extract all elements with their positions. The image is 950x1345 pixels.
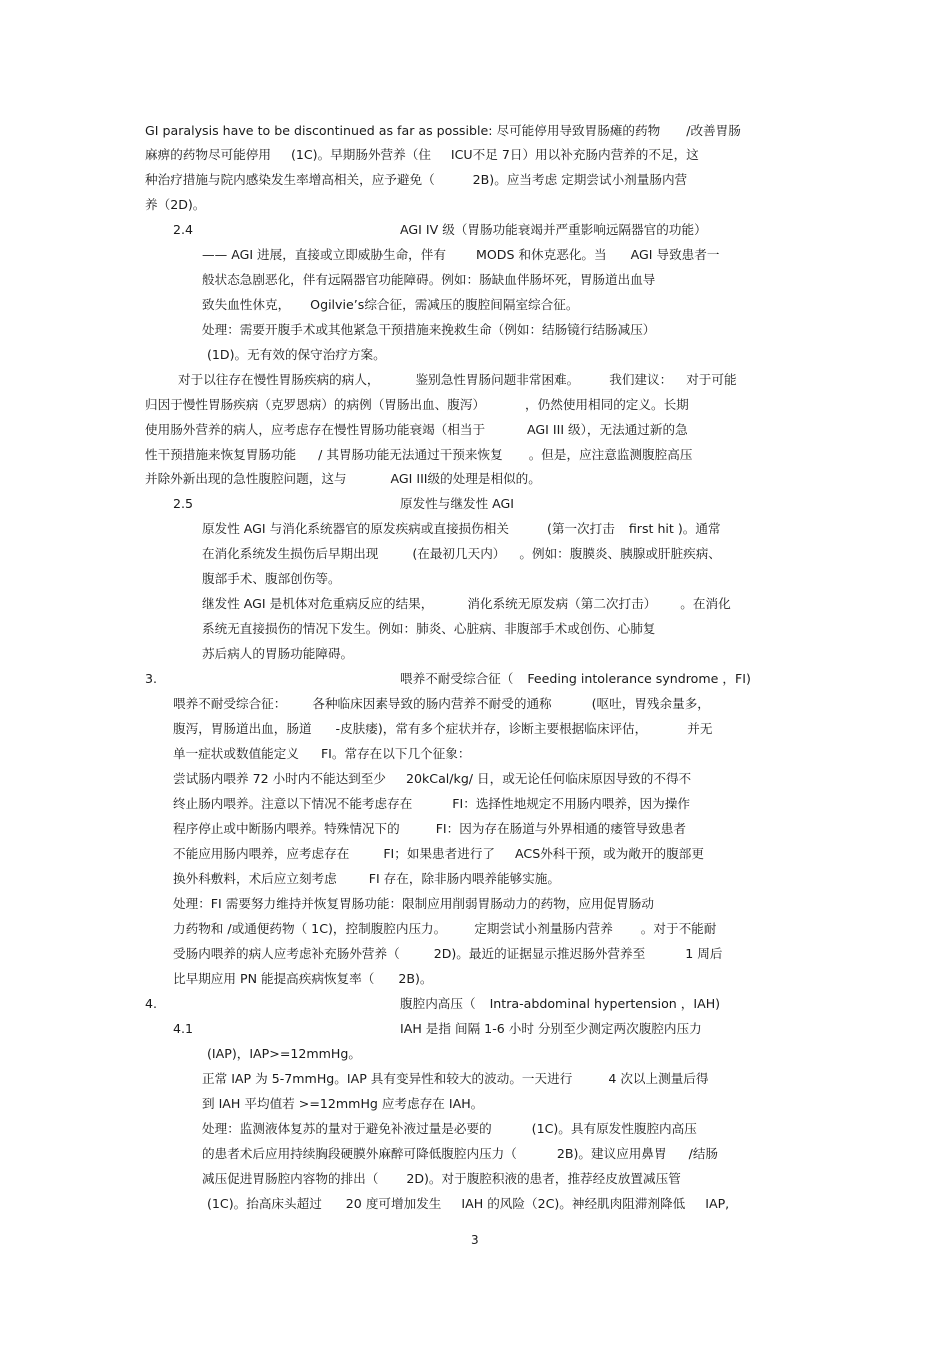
section-heading: 原发性与继发性 AGI [400,496,515,511]
text-line: (IAP)，IAP>=12mmHg。 [207,1046,361,1061]
text-line: 处理：需要开腹手术或其他紧急干预措施来挽救生命（例如：结肠镜行结肠减压） [202,322,656,337]
text-line: 般状态急剧恶化，伴有远隔器官功能障碍。例如：肠缺血伴肠坏死，胃肠道出血导 [202,272,656,287]
text-run: 喂养不耐受综合征： [173,696,287,711]
text-run: 对于以往存在慢性胃肠疾病的病人， [178,372,380,387]
text-line [173,817,686,841]
text-run: IAH 的风险（2C)。神经肌肉阻滞剂降低 [461,1196,686,1211]
text-run: 程序停止或中断肠内喂养。特殊情况下的 [173,821,400,836]
section-heading: IAH 是指 间隔 1-6 小时 分别至少测定两次腹腔内压力 [400,1021,702,1036]
text-line [173,792,690,816]
text-run: 换外科敷料，术后应立刻考虑 [173,871,337,886]
text-run: 种治疗措施与院内感染发生率增高相关，应予避免（ [145,172,435,187]
text-run: / 其胃肠功能无法通过干预来恢复 [318,447,503,462]
text-run: AGI III级的处理是相似的。 [390,471,541,486]
text-run: 。但是，应注意监测腹腔高压 [528,447,693,462]
text-run: 正常 IAP 为 5-7mmHg。IAP 具有变异性和较大的波动。一天进行 [202,1071,573,1086]
text-run: ，仍然使用相同的定义。长期 [525,397,689,412]
text-run: 。对于不能耐 [640,921,717,936]
text-run: —— AGI 进展，直接或立即威胁生命，伴有 [202,247,446,262]
text-run: 各种临床因素导致的肠内营养不耐受的通称 [312,696,552,711]
text-line: 系统无直接损伤的情况下发生。例如：肺炎、心脏病、非腹部手术或创伤、心肺复 [202,621,656,636]
text-run: /结肠 [688,1146,719,1161]
section-heading: AGI IV 级（胃肠功能衰竭并严重影响远隔器官的功能） [400,222,707,237]
text-run: (第一次打击 [546,521,615,536]
text-run: 2B)。建议应用鼻胃 [556,1146,667,1161]
text-run: Feeding intolerance syndrome ，FI) [527,671,751,686]
text-run: 性干预措施来恢复胃肠功能 [145,447,297,462]
text-line: 苏后病人的胃肠功能障碍。 [202,646,354,661]
text-line [207,1192,729,1216]
text-run: /改善胃肠 [686,123,741,138]
text-run: 并除外新出现的急性腹腔问题，这与 [145,471,347,486]
section-number: 2.5 [173,496,194,511]
section-number: 4.1 [173,1021,194,1036]
text-run: -皮肤瘘)，常有多个症状并存，诊断主要根据临床评估， [335,721,648,736]
text-run: IAP, [705,1196,730,1211]
text-line [145,168,687,192]
text-run: 。在消化 [680,596,731,611]
text-run: (在最初几天内） [412,546,506,561]
text-run: 并无 [687,721,713,736]
text-line [202,1142,718,1166]
text-line [202,1067,709,1091]
section-number: 3. [145,671,158,686]
text-run: 2B)。应当考虑 定期尝试小剂量肠内营 [472,172,688,187]
text-line [173,842,704,866]
text-run: 处理：监测液体复苏的量对于避免补液过量是必要的 [202,1121,492,1136]
text-line [173,717,712,741]
text-line [202,542,721,566]
text-run: 2D)。对于腹腔积液的患者，推荐经皮放置减压管 [406,1171,681,1186]
text-line [173,942,722,966]
text-run: 减压促进胃肠腔内容物的排出（ [202,1171,379,1186]
text-run: GI paralysis have to be discontinued as far as possible [145,123,489,138]
text-line [173,742,470,766]
text-run: 比早期应用 PN 能提高疾病恢复率（ [173,971,375,986]
text-run: 终止肠内喂养。注意以下情况不能考虑存在 [173,796,413,811]
text-line [202,243,719,267]
section-number: 4. [145,996,158,1011]
text-line [178,368,737,392]
text-line [202,1117,697,1141]
text-run: ICU不足 7日）用以补充肠内营养的不足，这 [450,147,699,162]
text-line [202,517,721,541]
text-run: (1C)。早期肠外营养（住 [290,147,431,162]
text-run: 原发性 AGI 与消化系统器官的原发疾病或直接损伤相关 [202,521,509,536]
text-run: first hit )。通常 [628,521,721,536]
text-run: ACS外科干预，或为敞开的腹部更 [515,846,704,861]
text-line [173,867,560,891]
text-run: FI。常存在以下几个征象： [320,746,471,761]
text-run: 1 周后 [685,946,723,961]
text-line [145,393,689,417]
text-run: MODS 和休克恶化。当 [475,247,607,262]
text-run: 的患者术后应用持续胸段硬膜外麻醉可降低腹腔内压力（ [202,1146,517,1161]
text-run: 不能应用肠内喂养，应考虑存在 [173,846,350,861]
text-line: 处理：FI 需要努力维持并恢复胃肠功能：限制应用削弱胃肠动力的药物，应用促胃肠动 [173,896,654,911]
section-heading [400,667,751,691]
text-run: 喂养不耐受综合征（ [400,671,514,686]
text-run: 2D)。最近的证据显示推迟肠外营养至 [433,946,646,961]
text-line [145,443,692,467]
text-run: 对于可能 [686,372,737,387]
section-number: 2.4 [173,222,194,237]
text-run: 腹腔内高压（ [400,996,476,1011]
text-run: (1C)。具有原发性腹腔内高压 [531,1121,697,1136]
text-line [202,293,578,317]
text-run: 归因于慢性胃肠疾病（克罗恩病）的病例（胃肠出血、腹泻） [145,397,486,412]
text-run: FI：选择性地规定不用肠内喂养，因为操作 [452,796,690,811]
text-line [173,967,433,991]
text-run: 消化系统无原发病（第二次打击） [467,596,657,611]
text-line [173,767,691,791]
text-run: 20kCal/kg/ 日，或无论任何临床原因导致的不得不 [405,771,692,786]
text-run: (1C)。抬高床头超过 [207,1196,322,1211]
text-run: Ogilvie’s综合征，需减压的腹腔间隔室综合征。 [310,297,579,312]
text-run: 致失血性休克， [202,297,291,312]
text-run: 使用肠外营养的病人，应考虑存在慢性胃肠功能衰竭（相当于 [145,422,486,437]
text-run: 。例如：腹膜炎、胰腺或肝脏疾病、 [519,546,721,561]
text-run: 在消化系统发生损伤后早期出现 [202,546,379,561]
text-run: 单一症状或数值能定义 [173,746,299,761]
text-run: 尝试肠内喂养 72 小时内不能达到至少 [173,771,386,786]
text-run: 受肠内喂养的病人应考虑补充肠外营养（ [173,946,400,961]
text-line [145,193,205,217]
text-line [145,418,688,442]
text-run: (呕吐，胃残余量多， [591,696,710,711]
text-run: 继发性 AGI 是机体对危重病反应的结果， [202,596,434,611]
text-line: (1D)。无有效的保守治疗方案。 [207,347,386,362]
text-line: 腹部手术、腹部创伤等。 [202,571,341,586]
text-run: 养（2D)。 [145,197,206,212]
page-number: 3 [471,1233,479,1247]
text-run: FI 存在，除非肠内喂养能够实施。 [368,871,560,886]
text-line [202,592,731,616]
text-run: FI：因为存在肠道与外界相通的瘘管导致患者 [435,821,686,836]
text-run: AGI 导致患者一 [630,247,720,262]
text-run: 4 次以上测量后得 [608,1071,709,1086]
text-run: 力药物和 /或通便药物（ 1C)，控制腹腔内压力。 [173,921,447,936]
text-line [173,692,710,716]
text-run: FI；如果患者进行了 [383,846,496,861]
text-run: 腹泻，胃肠道出血，肠道 [173,721,312,736]
section-heading [400,992,720,1016]
text-run: 20 度可增加发生 [345,1196,442,1211]
text-run: 麻痹的药物尽可能停用 [145,147,271,162]
text-run: 2B)。 [398,971,433,986]
text-run: 定期尝试小剂量肠内营养 [474,921,613,936]
text-run: : 尽可能停用导致胃肠瘫的药物 [488,123,661,138]
text-line [202,1167,681,1191]
text-run: 我们建议： [609,372,673,387]
text-run: 鉴别急性胃肠问题非常困难。 [415,372,580,387]
text-line [145,143,699,167]
text-line [145,119,741,143]
text-line [145,467,541,491]
text-run: Intra-abdominal hypertension ，IAH) [489,996,721,1011]
text-run: AGI III 级），无法通过新的急 [527,422,688,437]
text-line [173,917,716,941]
text-line: 到 IAH 平均值若 >=12mmHg 应考虑存在 IAH。 [202,1096,484,1111]
